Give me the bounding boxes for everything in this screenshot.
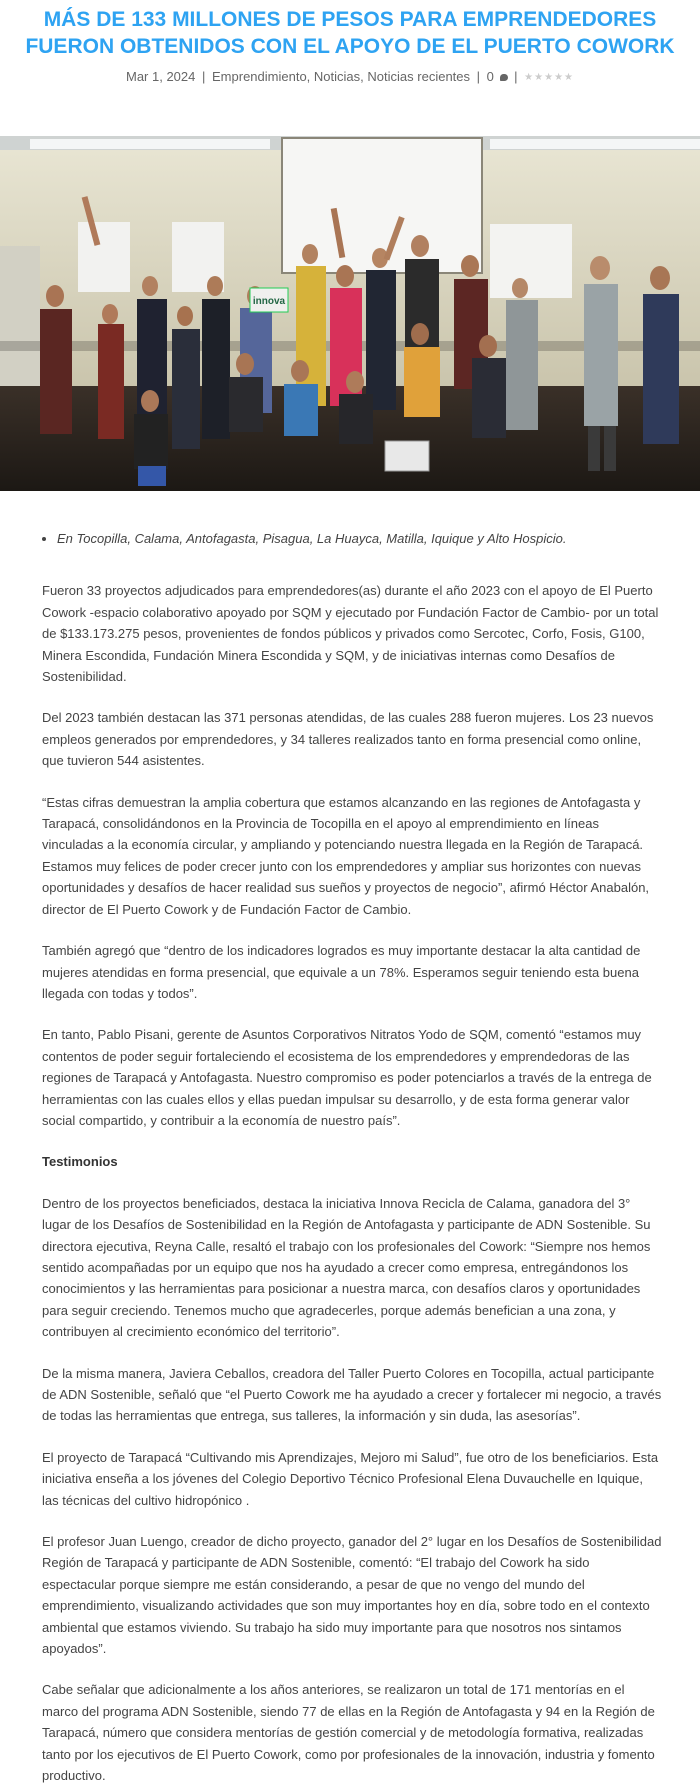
innova-banner-text: innova	[252, 296, 286, 307]
paragraph: En tanto, Pablo Pisani, gerente de Asuntos Corporativos Nitratos Yodo de SQM, comentó “estamos muy contentos de poder seguir fortaleciendo el ecosistema de los emprendedores y emprendedoras de las regiones de Tarapacá y Antofagasta. Nuestro compromiso es poder potenciarlos a través de la entrega de herramientas con las cuales ellos y ellas puedan impulsar su desarrollo, y de esta forma generar valor social compartido, y contribuir a la economía de nuestro país”.	[42, 1027, 652, 1128]
paragraph: El profesor Juan Luengo, creador de dicho proyecto, ganador del 2° lugar en los Desafíos de Sostenibilidad Región de Tarapacá y participante de ADN Sostenible, comentó: “El trabajo del Cowork ha sido espectacular porque siempre me están considerando, a pesar de que no vengo del mundo del emprendimiento, visualizando actividades que son muy importantes hoy en día, sobre todo en el contexto ambiental que estamos viviendo. Su trabajo ha sido muy importante para que nosotros nos sintamos apoyados”.	[42, 1534, 662, 1657]
list-item: • En Tocopilla, Calama, Antofagasta, Pisagua, La Huayca, Matilla, Iquique y Alto Hospicio.	[57, 528, 662, 549]
paragraph: “Estas cifras demuestran la amplia cobertura que estamos alcanzando en las regiones de Antofagasta y Tarapacá, consolidándonos en la Provincia de Tocopilla en el apoyo al emprendimiento en líneas vinculadas a la economía circular, y ampliando y potenciando nuestra llegada en la Región de Tarapacá. Estamos muy felices de poder crecer junto con los emprendedores y ampliar sus horizontes con nuevas oportunidades y desafíos de hacer realidad sus sueños y proyectos de negocio”, afirmó Héctor Anabalón, director de El Puerto Cowork y de Fundación Factor de Cambio.	[42, 794, 650, 917]
comments-link[interactable]	[487, 69, 508, 84]
category-link-noticias[interactable]: Noticias	[313, 69, 361, 84]
locations-bullet-list	[42, 528, 662, 549]
paragraph: También agregó que “dentro de los indicadores logrados es muy importante destacar la alta cantidad de mujeres atendidas en forma presencial, que equivale a un 78%. Esperamos seguir teniendo esta buena llegada con todas y todos”.	[42, 943, 641, 1001]
hero-image	[0, 136, 700, 491]
meta-separator: |	[476, 69, 481, 84]
article-body	[42, 528, 662, 1790]
post-meta	[0, 68, 700, 87]
rating-stars-icon: ★★★★★	[524, 72, 574, 83]
category-separator: ,	[360, 69, 364, 84]
comments-count: 0	[486, 69, 494, 84]
paragraph: Fueron 33 proyectos adjudicados para emprendedores(as) durante el año 2023 con el apoyo de El Puerto Cowork -espacio colaborativo apoyado por SQM y ejecutado por Fundación Factor de Cambio- por un total de $133.173.275 pesos, provenientes de fondos públicos y privados como Sercotec, Corfo, Fosis, G100, Minera Escondida, Fundación Minera Escondida y SQM, y de iniciativas internas como Desafíos de Sostenibilidad.	[42, 583, 659, 685]
category-link-noticias-recientes[interactable]: Noticias recientes	[367, 69, 471, 84]
post-date: Mar 1, 2024	[126, 69, 196, 84]
comment-icon	[500, 74, 508, 81]
meta-separator: |	[514, 69, 518, 84]
category-link-emprendimiento[interactable]: Emprendimiento	[212, 69, 307, 84]
category-separator: ,	[306, 69, 311, 84]
paragraph: El proyecto de Tarapacá “Cultivando mis Aprendizajes, Mejoro mi Salud”, fue otro de los beneficiarios. Esta iniciativa enseña a los jóvenes del Colegio Deportivo Técnico Profesional Elena Duvauchelle en Iquique, las técnicas del cultivo hidropónico .	[42, 1449, 659, 1508]
paragraph: Cabe señalar que adicionalmente a los años anteriores, se realizaron un total de 171 mentorías en el marco del programa ADN Sostenible, siendo 77 de ellas en la Región de Antofagasta y 94 en la Región de Tarapacá, número que considera mentorías de gestión comercial y de metodología formativa, realizadas tanto por los ejecutivos de El Puerto Cowork, como por profesionales de la innovación, industria y fomento productivo.	[42, 1682, 655, 1784]
post-title: MÁS DE 133 MILLONES DE PESOS PARA EMPRENDEDORES FUERON OBTENIDOS CON EL APOYO DE EL PUERTO COWORK	[25, 8, 675, 58]
group-photo-image	[0, 136, 700, 491]
paragraph: Del 2023 también destacan las 371 personas atendidas, de las cuales 288 fueron mujeres. Los 23 nuevos empleos generados por emprendedores, y 34 talleres realizados tanto en forma presencial como online, que tuvieron 544 asistentes.	[42, 710, 654, 769]
paragraph: De la misma manera, Javiera Ceballos, creadora del Taller Puerto Colores en Tocopilla, actual participante de ADN Sostenible, señaló que “el Puerto Cowork me ha ayudado a crecer y fortalecer mi negocio, a través de todas las herramientas que entrega, sus talleres, la información y sin duda, las asesorías”.	[42, 1365, 662, 1424]
meta-separator: |	[202, 69, 206, 84]
paragraph: Dentro de los proyectos beneficiados, destaca la iniciativa Innova Recicla de Calama, ganadora del 3° lugar de los Desafíos de Sostenibilidad en la Región de Antofagasta y participante de ADN Sostenible. Su directora ejecutiva, Reyna Calle, resaltó el trabajo con los profesionales del Cowork: “Siempre nos hemos sentido acompañadas por un equipo que nos ha ayudado a crecer como empresa, entregándonos los conocimientos y las herramientas para posicionar a nuestra marca, con desafíos claros y oportunidades para seguir creciendo. Tenemos mucho que agradecerles, porque además benefician a una zona, y contribuyen al crecimiento económico del territorio”.	[42, 1195, 651, 1340]
section-heading-testimonios: Testimonios	[42, 1154, 118, 1170]
